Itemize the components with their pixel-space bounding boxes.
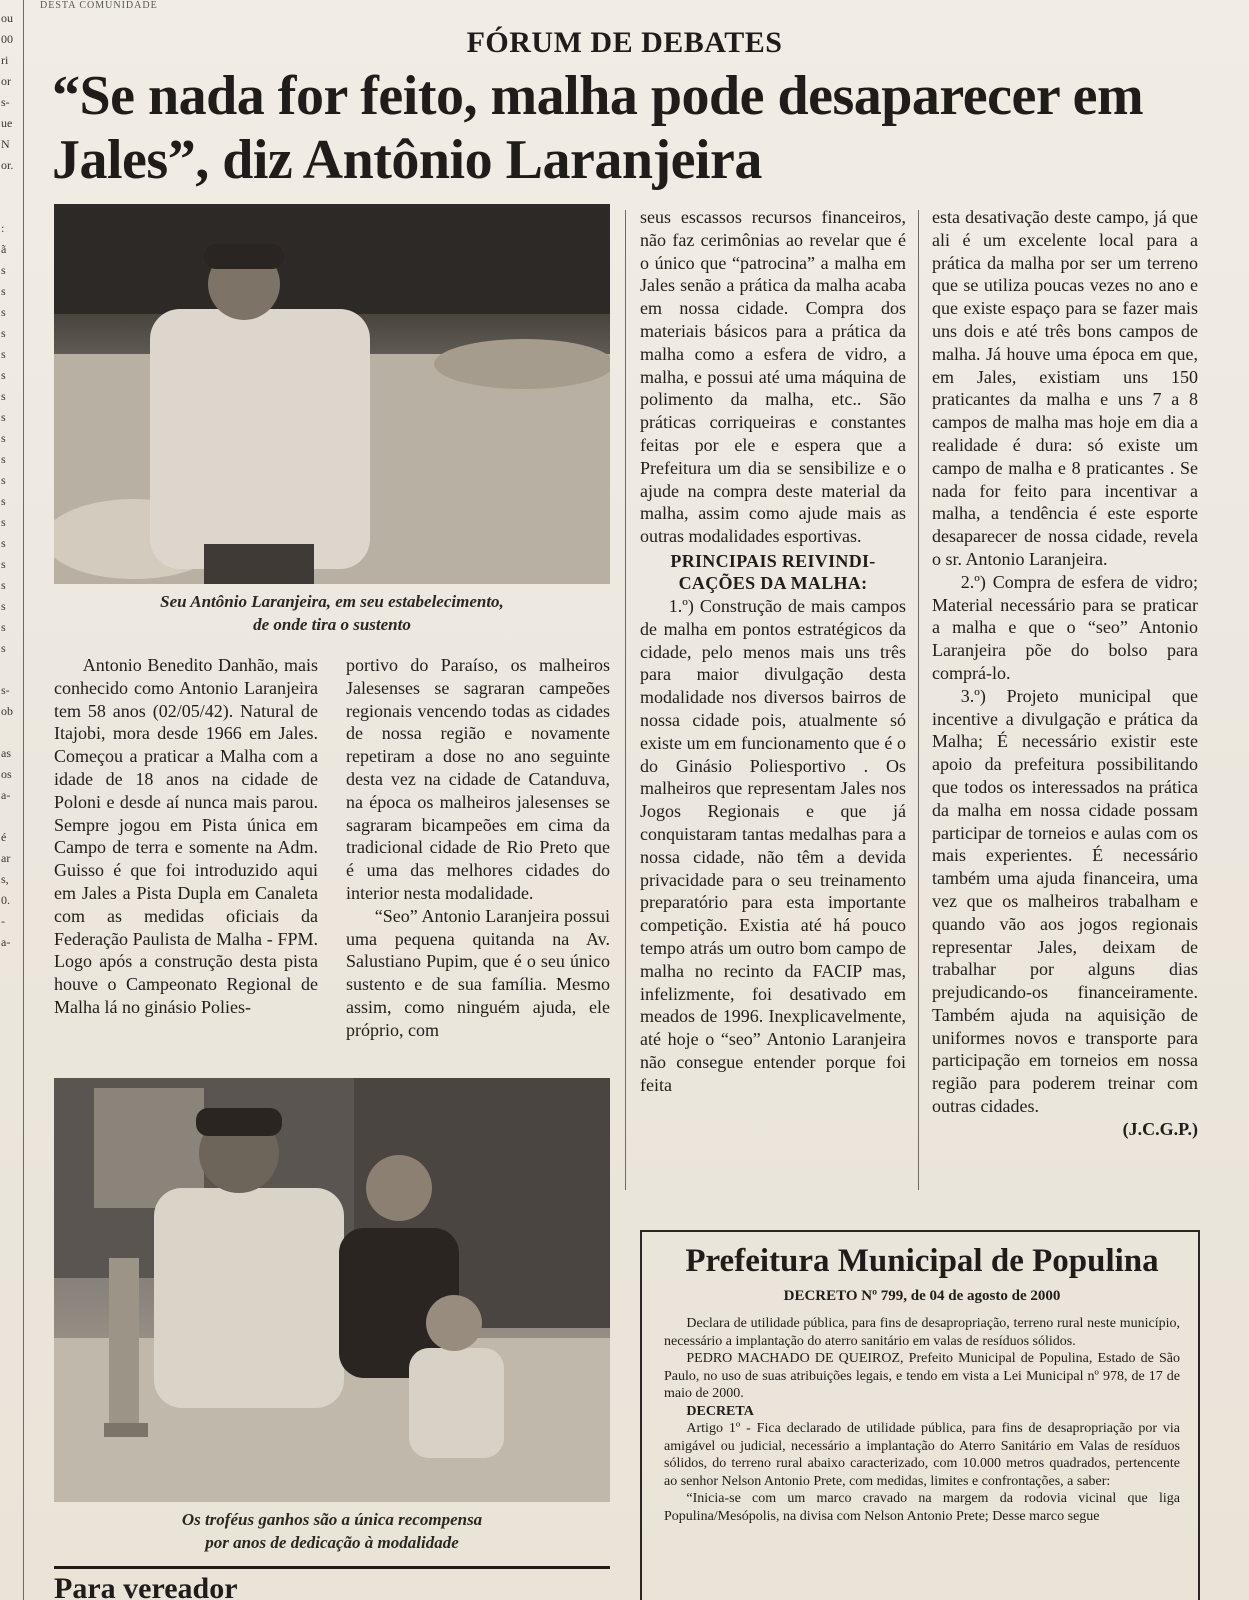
article-paragraph: “Seo” Antonio Laranjeira possui uma pequena quitanda na Av. Salustiano Pupim, que é o seu único sustento e de sua família. Mesmo assim, como ninguém ajuda, ele próprio, com — [346, 905, 610, 1040]
edge-fragment: s — [1, 263, 6, 277]
column-divider — [918, 210, 919, 1190]
headline: “Se nada for feito, malha pode desaparecer em Jales”, diz Antônio Laranjeira — [52, 65, 1144, 191]
edge-fragment: ar — [1, 851, 11, 865]
article-paragraph: 3.º) Projeto municipal que incentive a divulgação e prática da Malha; É necessário existir este apoio da prefeitura possibilitando que todos os interessados na prática da malha em nossa cidade possam participar de torneios e aulas com os mais experientes. É necessário também uma ajuda financeira, uma vez que os malheiros trabalham e quando vão aos jogos regionais representar Jales, deixam de trabalhar por alguns dias prejudicando-os financeiramente. Também ajuda na aquisição de uniformes novos e transporte para participação em torneios em nossa região para poderem treinar com outras cidades. — [932, 685, 1198, 1117]
article-paragraph: esta desativação deste campo, já que ali é um excelente local para a prática da malha por ser um terreno que se utiliza poucas vezes no ano e que existe espaço para se fazer mais uns dois e até três bons campos de malha. Já houve uma época em que, em Jales, existiam uns 150 praticantes da malha e uns 7 a 8 campos de malha mas hoje em dia a realidade é dura: só existe um campo de malha e 8 praticantes . Se nada for feito para incentivar a malha, a tendência é este esporte desaparecer de nossa cidade, revela o sr. Antonio Laranjeira. — [932, 207, 1198, 569]
photo-shopkeeper-illustration — [54, 204, 610, 584]
edge-fragment: s- — [1, 683, 10, 697]
subheading-line2: CAÇÕES DA MALHA: — [678, 572, 868, 593]
edge-fragment: s — [1, 641, 6, 655]
article-column-2 — [346, 654, 610, 1042]
article-column-4 — [932, 206, 1198, 1141]
photo-family-trophy — [54, 1078, 610, 1502]
photo1-caption-line1: Seu Antônio Laranjeira, em seu estabelecimento, — [160, 592, 504, 611]
article-paragraph: seus escassos recursos financeiros, não faz cerimônias ao revelar que é o único que “patrocina” a malha em Jales senão a prática da malha acaba em nossa cidade. Compra dos materiais básicos para a prática da malha como a esfera de vidro, a malha, e possui até uma máquina de polimento da malha, etc.. São práticas corriqueiras e constantes feitas por ele e espera que a Prefeitura um dia se sensibilize e o ajude na compra deste material da malha, assim como ajude mais as outras modalidades esportivas. — [640, 207, 906, 547]
edge-fragment: a- — [1, 935, 11, 949]
edge-fragment: or — [1, 74, 11, 88]
notice-paragraph: Artigo 1º - Fica declarado de utilidade pública, para fins de desapropriação por via amigável ou judicial, necessário a implantação do Aterro Sanitário em Valas de resíduos sólidos, do terreno rural abaixo caracterizado, com 10.000 metros quadrados, pertencente ao senhor Nelson Antonio Prete, com medidas, limites e confrontações, a saber: — [664, 1421, 1180, 1489]
edge-fragment: as — [1, 746, 11, 760]
top-cut-text: DESTA COMUNIDADE — [40, 0, 158, 11]
photo2-caption-line1: Os troféus ganhos são a única recompensa — [181, 1510, 483, 1529]
article-paragraph: 2.º) Compra de esfera de vidro; Material necessário para se praticar a malha e que o “seo” Antonio Laranjeira põe do bolso para comprá-lo. — [932, 571, 1198, 683]
edge-fragment — [1, 806, 23, 827]
edge-fragment: s- — [1, 95, 10, 109]
photo2-caption — [54, 1508, 610, 1554]
edge-fragment: : — [1, 221, 5, 235]
edge-fragment: s — [1, 410, 6, 424]
article-paragraph: portivo do Paraíso, os malheiros Jalesenses se sagraran campeões regionais vencendo todas as cidades de nossa região e novamente repetiram a dose no ano seguinte desta vez na cidade de Catanduva, na época os malheiros jalesenses se sagraram bicampeões em cima da tradicional cidade de Rio Preto que é uma das melhores cidades do interior nesta modalidade. — [346, 655, 610, 903]
subheading — [640, 550, 906, 594]
photo1-caption-line2: de onde tira o sustento — [253, 615, 411, 634]
edge-fragment: 00 — [1, 32, 13, 46]
edge-fragment: s — [1, 347, 6, 361]
edge-fragment: or. — [1, 158, 14, 172]
edge-fragment: ou — [1, 11, 13, 25]
edge-fragment: s — [1, 305, 6, 319]
edge-fragment: s — [1, 431, 6, 445]
edge-fragment: a- — [1, 788, 11, 802]
edge-fragment: s — [1, 557, 6, 571]
edge-fragment: ã — [1, 242, 7, 256]
edge-fragment: 0. — [1, 893, 10, 907]
column-divider — [625, 210, 626, 1190]
author-signature: (J.C.G.P.) — [1122, 1118, 1198, 1139]
edge-fragment: ue — [1, 116, 13, 130]
article-paragraph: 1.º) Construção de mais campos de malha em pontos estratégicos da cidade, pelo menos mais uns três para maior divulgação desta modalidade nos diversos bairros de nossa cidade pois, atualmente só existe um em funcionamento que é o do Ginásio Poliesportivo . Os malheiros que representam Jales nos Jogos Regionais e que já conquistaram tantas medalhas para a nossa cidade, não têm a devida privacidade para o seu treinamento preparatório para esta importante competição. Existia até há pouco tempo atrás um outro bom campo de malha no recinto da FACIP mas, infelizmente, foi desativado em meados de 1996. Inexplicavelmente, até hoje o “seo” Antonio Laranjeira não consegue entender porque foi feita — [640, 595, 906, 1095]
edge-fragment — [1, 197, 23, 218]
edge-fragment: s — [1, 368, 6, 382]
subheading-line1: PRINCIPAIS REIVINDI- — [670, 550, 876, 571]
edge-fragment: s — [1, 452, 6, 466]
edge-fragment: s — [1, 326, 6, 340]
edge-fragment — [1, 722, 23, 743]
edge-fragment: s, — [1, 872, 9, 886]
article-paragraph: Antonio Benedito Danhão, mais conhecido como Antonio Laranjeira tem 58 anos (02/05/42). Natural de Itajobi, mora desde 1966 em Jales. Começou a praticar a Malha com a idade de 18 anos na cidade de Poloni e desde aí nunca mais parou. Sempre jogou em Pista única em Campo de terra e somente na Adm. Guisso é que foi introduzido aqui em Jales a Pista Dupla em Canaleta com as medidas oficiais da Federação Paulista de Malha - FPM. Logo após a construção desta pista houve o Campeonato Regional de Malha lá no ginásio Polies- — [54, 655, 318, 1017]
photo-family-illustration — [54, 1078, 610, 1502]
section-title: FÓRUM DE DEBATES — [466, 26, 783, 59]
edge-fragment: s — [1, 284, 6, 298]
next-article-headline: Para vereador — [54, 1566, 610, 1600]
edge-fragment: os — [1, 767, 12, 781]
edge-fragment: ob — [1, 704, 13, 718]
article-column-3 — [640, 206, 906, 1096]
edge-fragment: - — [1, 914, 5, 928]
edge-fragment: s — [1, 536, 6, 550]
edge-fragment: s — [1, 515, 6, 529]
decree-number: DECRETO Nº 799, de 04 de agosto de 2000 — [783, 1288, 1061, 1304]
photo-shopkeeper — [54, 204, 610, 584]
municipal-decree-notice — [640, 1230, 1200, 1600]
edge-fragment — [1, 659, 23, 680]
edge-fragment: s — [1, 599, 6, 613]
adjacent-column-fragment — [0, 0, 24, 1600]
photo1-caption — [54, 590, 610, 636]
notice-body — [664, 1315, 1180, 1525]
edge-fragment: é — [1, 830, 7, 844]
edge-fragment: s — [1, 389, 6, 403]
edge-fragment: s — [1, 620, 6, 634]
edge-fragment: s — [1, 578, 6, 592]
edge-fragment: ri — [1, 53, 9, 67]
edge-fragment: s — [1, 494, 6, 508]
edge-fragment: s — [1, 473, 6, 487]
edge-fragment — [1, 176, 23, 197]
notice-paragraph: PEDRO MACHADO DE QUEIROZ, Prefeito Municipal de Populina, Estado de São Paulo, no uso de suas atribuições legais, e tendo em vista a Lei Municipal nº 978, de 17 de maio de 2000. — [664, 1351, 1180, 1401]
notice-paragraph: “Inicia-se com um marco cravado na margem da rodovia vicinal que liga Populina/Mesópolis, na divisa com Nelson Antonio Prete; Desse marco segue — [664, 1491, 1180, 1524]
photo2-caption-line2: por anos de dedicação à modalidade — [205, 1533, 459, 1552]
notice-paragraph: Declara de utilidade pública, para fins de desapropriação, terreno rural neste município, necessário a implantação do aterro sanitário em valas de resíduos sólidos. — [664, 1316, 1180, 1349]
edge-fragment: N — [1, 137, 10, 151]
notice-title: Prefeitura Municipal de Populina — [685, 1243, 1159, 1279]
notice-decreta: DECRETA — [686, 1403, 754, 1419]
article-column-1 — [54, 654, 318, 1019]
